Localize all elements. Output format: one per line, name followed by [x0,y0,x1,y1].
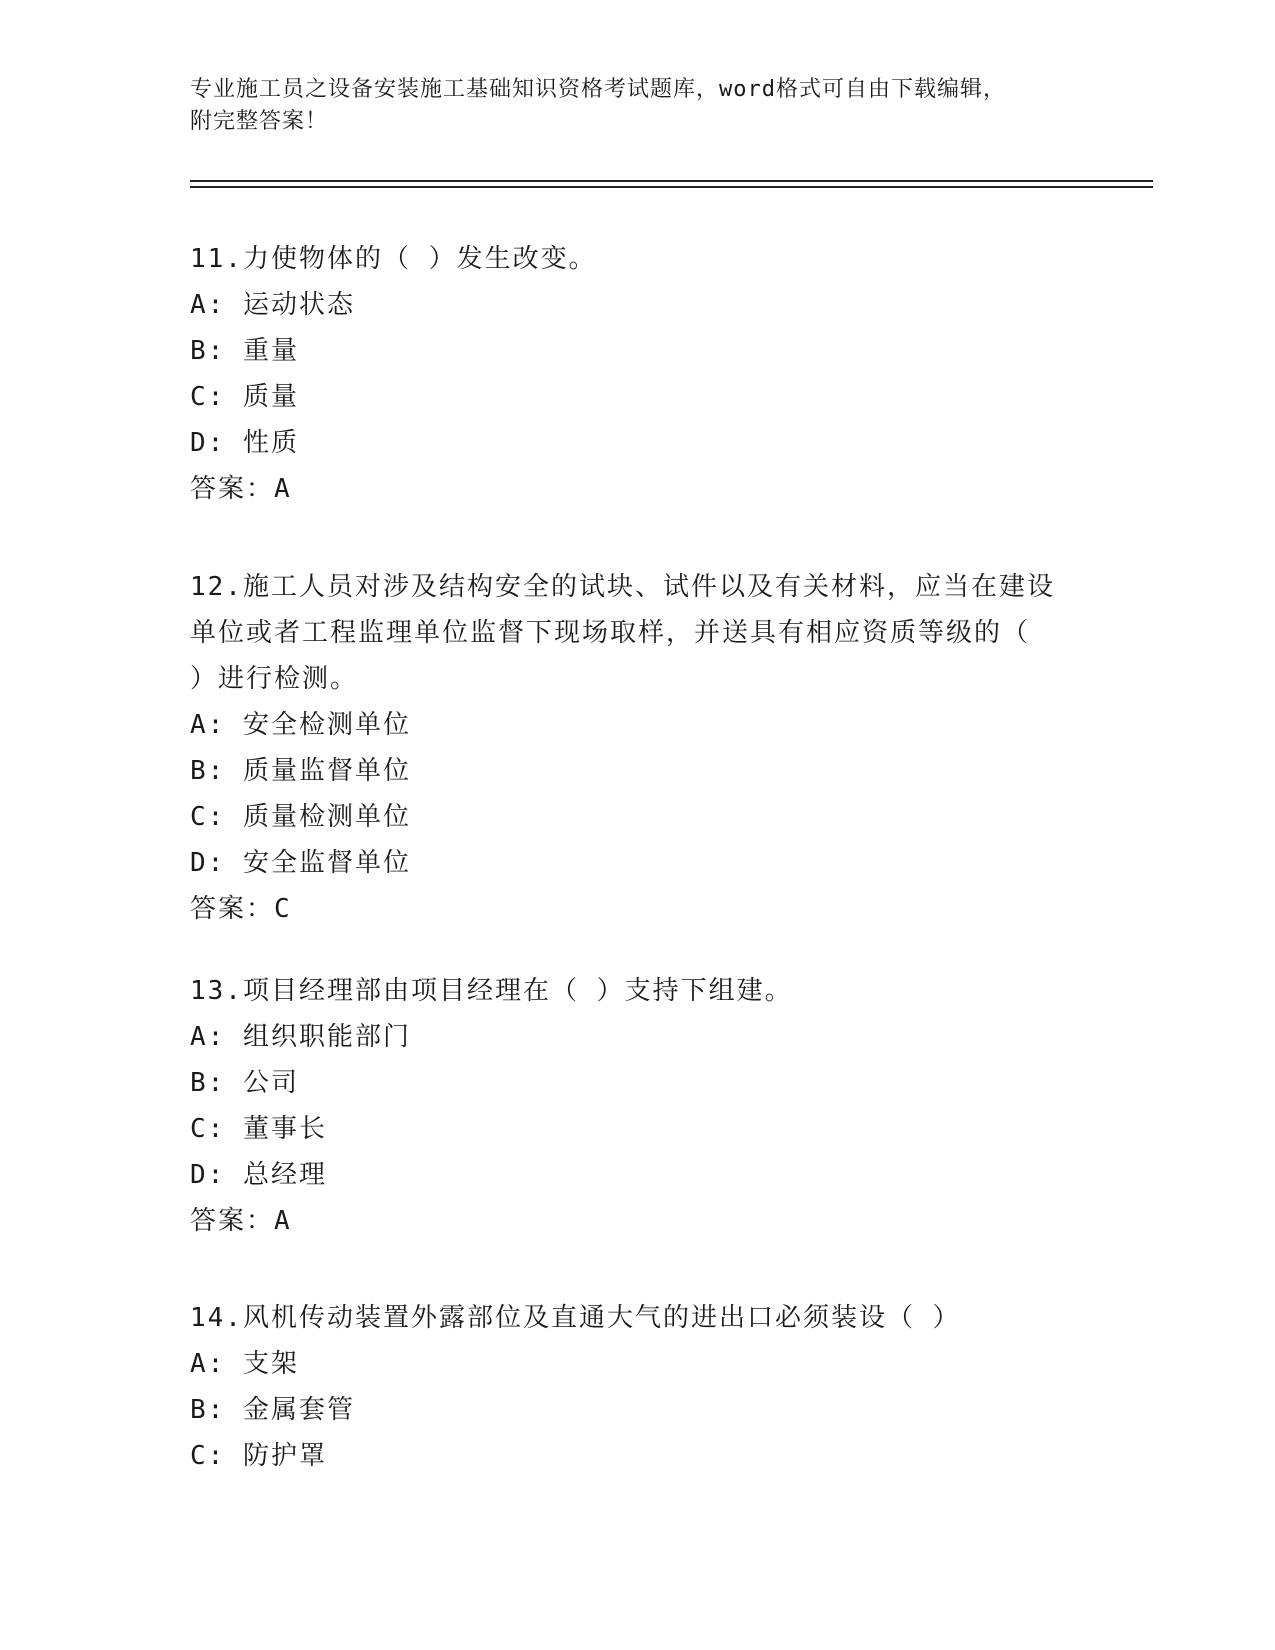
header-rule-bottom [190,186,1153,188]
option-c: C: 质量检测单位 [190,802,411,832]
question-11 [190,236,1090,512]
stem-line: 单位或者工程监理单位监督下现场取样，并送具有相应资质等级的（ [190,618,1031,648]
answer: 答案：A [190,1206,292,1236]
header-rule-top [190,180,1153,182]
stem-line: 13.项目经理部由项目经理在（ ）支持下组建。 [190,976,793,1006]
stem-line: ）进行检测。 [190,664,359,694]
option-a: A: 运动状态 [190,290,355,320]
stem-line: 14.风机传动装置外露部位及直通大气的进出口必须装设（ ） [190,1303,961,1333]
option-b: B: 公司 [190,1068,299,1098]
question-stem [190,968,1090,1014]
question-13 [190,968,1090,1244]
option-c: C: 董事长 [190,1114,327,1144]
answer: 答案：A [190,474,292,504]
answer: 答案：C [190,894,292,924]
option-c: C: 质量 [190,382,299,412]
option-d: D: 性质 [190,428,299,458]
option-a: A: 支架 [190,1349,299,1379]
option-d: D: 总经理 [190,1160,327,1190]
option-b: B: 质量监督单位 [190,756,411,786]
question-stem [190,236,1090,282]
option-b: B: 金属套管 [190,1395,355,1425]
option-b: B: 重量 [190,336,299,366]
option-c: C: 防护罩 [190,1441,327,1471]
question-14 [190,1295,1090,1479]
header-line-1: 专业施工员之设备安装施工基础知识资格考试题库，word格式可自由下载编辑， [190,77,1006,102]
header-line-2: 附完整答案！ [190,109,329,134]
question-stem [190,1295,1090,1341]
question-12 [190,564,1090,932]
option-a: A: 组织职能部门 [190,1022,411,1052]
document-header [190,74,1090,138]
option-a: A: 安全检测单位 [190,710,411,740]
stem-line: 12.施工人员对涉及结构安全的试块、试件以及有关材料，应当在建设 [190,572,1055,602]
stem-line: 11.力使物体的（ ）发生改变。 [190,244,597,274]
question-stem [190,564,1090,702]
option-d: D: 安全监督单位 [190,848,411,878]
